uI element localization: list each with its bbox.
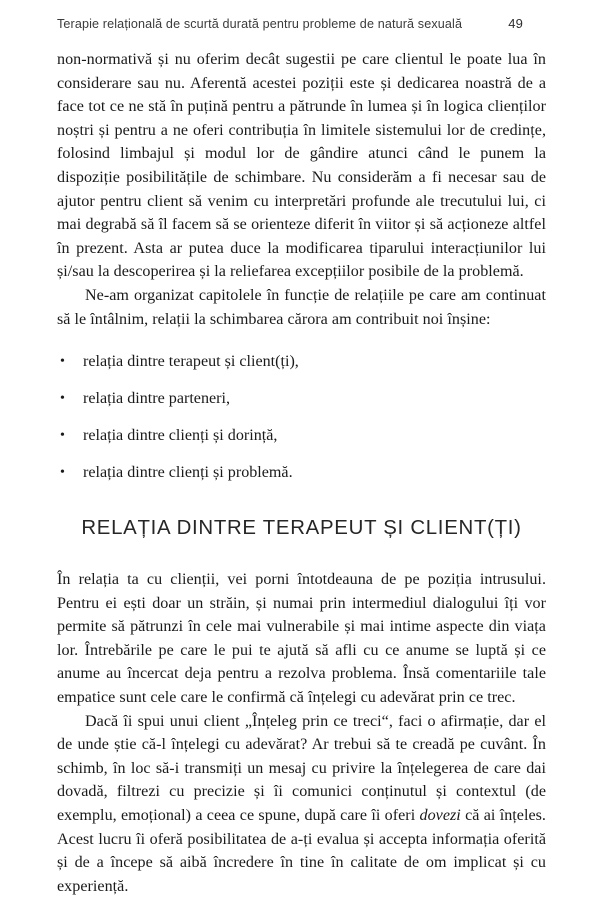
list-item-label: relația dintre clienți și problemă.	[83, 464, 293, 482]
bullet-icon: •	[60, 391, 65, 407]
paragraph-evidence-part-2: că ai înțeles. Acest lucru îi oferă posibilitatea de a-ți evalua și accepta informația oferită și de a începe să aibă încredere în tine în calitate de om implicat și cu experiență.	[57, 806, 546, 895]
text-block	[57, 48, 546, 898]
running-header-title: Terapie relațională de scurtă durată pentru probleme de natură sexuală	[57, 17, 463, 31]
paragraph-evidence	[57, 710, 546, 898]
paragraph-chapter-organization: Ne-am organizat capitolele în funcție de relațiile pe care am continuat să le întâlnim, relații la schimbarea cărora am contribuit noi înșine:	[57, 286, 546, 328]
page-number: 49	[508, 16, 523, 31]
bullet-icon: •	[60, 465, 65, 481]
list-item-label: relația dintre terapeut și client(ți),	[83, 353, 299, 371]
running-header	[57, 16, 523, 31]
paragraph-intruder-position: În relația ta cu clienții, vei porni întotdeauna de pe poziția intrusului. Pentru ei ești doar un străin, și numai prin intermediul dialogului îți vor permite să pătrunzi în cele mai vulnerabile și mai intime aspecte din viața lor. Întrebările pe care le pui te ajută să afli cu ce anume se luptă și ce anume au încercat deja pentru a rezolva problema. Însă comentariile tale empatice sunt cele care le confirmă că înțelegi cu adevărat prin ce trec.	[57, 571, 546, 706]
list-item-label: relația dintre clienți și dorință,	[83, 427, 278, 445]
list-item-label: relația dintre parteneri,	[83, 390, 230, 408]
section-heading: RELAȚIA DINTRE TERAPEUT ȘI CLIENT(ȚI)	[81, 517, 522, 539]
bullet-icon: •	[60, 354, 65, 370]
paragraph-continuation: non-normativă și nu oferim decât sugestii pe care clientul le poate lua în considerare sau nu. Aferentă acestei poziții este și dedicarea noastră de a face tot ce ne stă în puțină pentru a pătrunde în lumea și în logica clienților noștri și pentru a ne oferi contribuția în limitele sistemului lor de credințe, folosind limbajul și modul lor de gândire atunci când le punem la dispoziție posibilitățile de schimbare. Nu considerăm a fi necesar sau de ajutor pentru client să venim cu interpretări profunde ale trecutului lui, ci mai degrabă să îl facem să se orienteze diferit în viitor și să acționeze altfel în prezent. Asta ar putea duce la modificarea tiparului interacțiunilor lui și/sau la descoperirea și la reliefarea excepțiilor posibile de la problemă.	[57, 51, 546, 281]
list-item	[57, 350, 546, 374]
list-item	[57, 387, 546, 411]
bullet-icon: •	[60, 428, 65, 444]
emphasis-dovezi: dovezi	[419, 806, 461, 824]
list-item	[57, 461, 546, 485]
paragraph-evidence-part-1: Dacă îi spui unui client „Înțeleg prin ce treci“, faci o afirmație, dar el de unde știe că-l înțelegi cu adevărat? Ar trebui să te creadă pe cuvânt. În schimb, în loc să-i transmiți un mesaj cu privire la înțelegerea de care dai dovadă, filtrezi cu precizie și îi comunici conținutul și contextul (de exemplu, emoțional) a ceea ce spune, după care îi oferi	[57, 712, 546, 824]
relationship-list	[57, 350, 546, 485]
list-item	[57, 424, 546, 448]
